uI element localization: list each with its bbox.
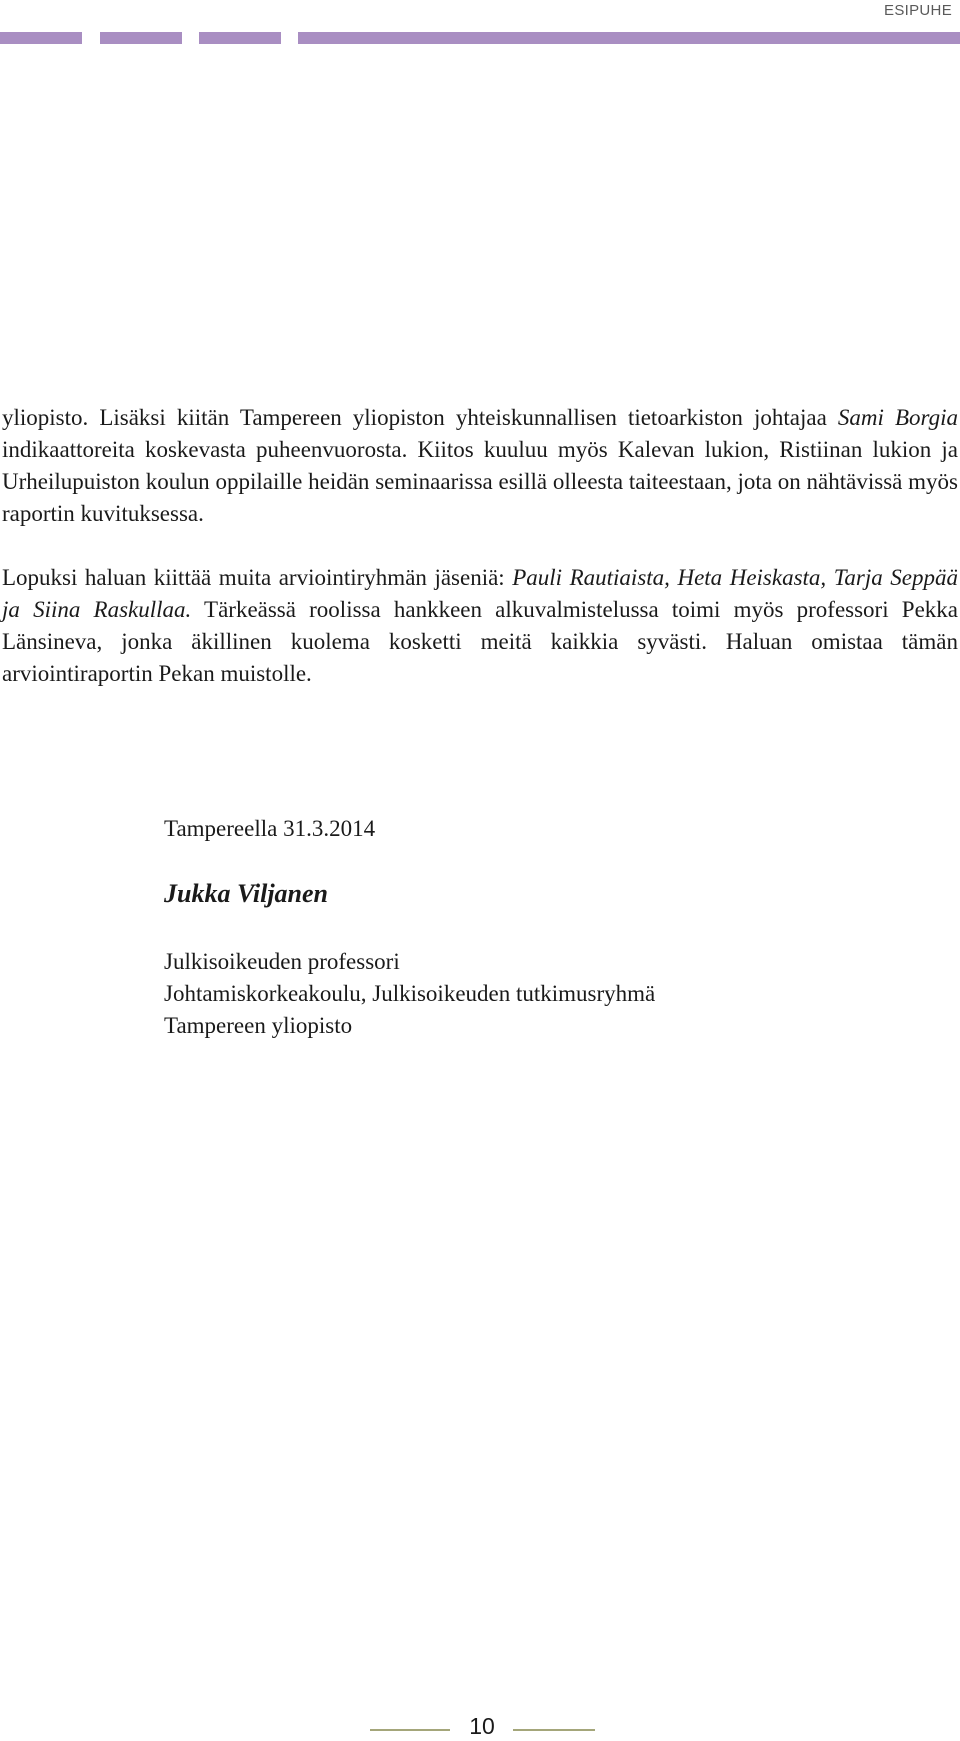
paragraph-text: yliopisto. Lisäksi kiitän Tampereen yliopiston yhteiskunnallisen tietoarkiston johtajaa	[2, 405, 838, 430]
footer-rule	[513, 1729, 595, 1731]
header-decorative-bar	[0, 32, 82, 44]
running-header-section-label: ESIPUHE	[884, 2, 952, 19]
paragraph-text: indikaattoreita koskevasta puheenvuorosta. Kiitos kuuluu myös Kalevan lukion, Ristiinan lukion ja Urheilupuiston koulun oppilaille heidän seminaarissa esillä olleesta taiteestaan, jota on nähtävissä myös raportin kuvituksessa.	[2, 437, 958, 526]
header-decorative-bar	[199, 32, 281, 44]
paragraph-text: Tärkeässä roolissa hankkeen alkuvalmistelussa toimi myös professori Pekka Länsineva, jonka äkillinen kuolema kosketti meitä kaikkia syvästi. Haluan omistaa tämän arviointiraportin Pekan muistolle.	[2, 597, 958, 686]
italic-person-name: Sami Borgia	[837, 405, 958, 430]
italic-person-names: Pauli Rautiaista, Heta Heiskasta, Tarja Seppää ja Siina Raskullaa.	[2, 565, 958, 622]
footer-rule	[370, 1729, 450, 1731]
paragraph-text: Lopuksi haluan kiittää muita arviointiryhmän jäseniä:	[2, 565, 513, 590]
signature-title: Julkisoikeuden professori	[164, 949, 400, 974]
signature-place-date: Tampereella 31.3.2014	[164, 816, 376, 841]
signature-block	[164, 814, 655, 1042]
header-decorative-bar	[100, 32, 182, 44]
page-number: 10	[469, 1713, 495, 1739]
signature-name: Jukka Viljanen	[164, 879, 328, 908]
header-decorative-bar	[298, 32, 960, 44]
signature-unit: Johtamiskorkeakoulu, Julkisoikeuden tutkimusryhmä	[164, 981, 656, 1006]
body-paragraph-acknowledgements	[2, 402, 958, 530]
page-footer	[0, 1713, 960, 1739]
signature-institution: Tampereen yliopisto	[164, 1013, 353, 1038]
body-paragraph-closing	[2, 562, 958, 690]
